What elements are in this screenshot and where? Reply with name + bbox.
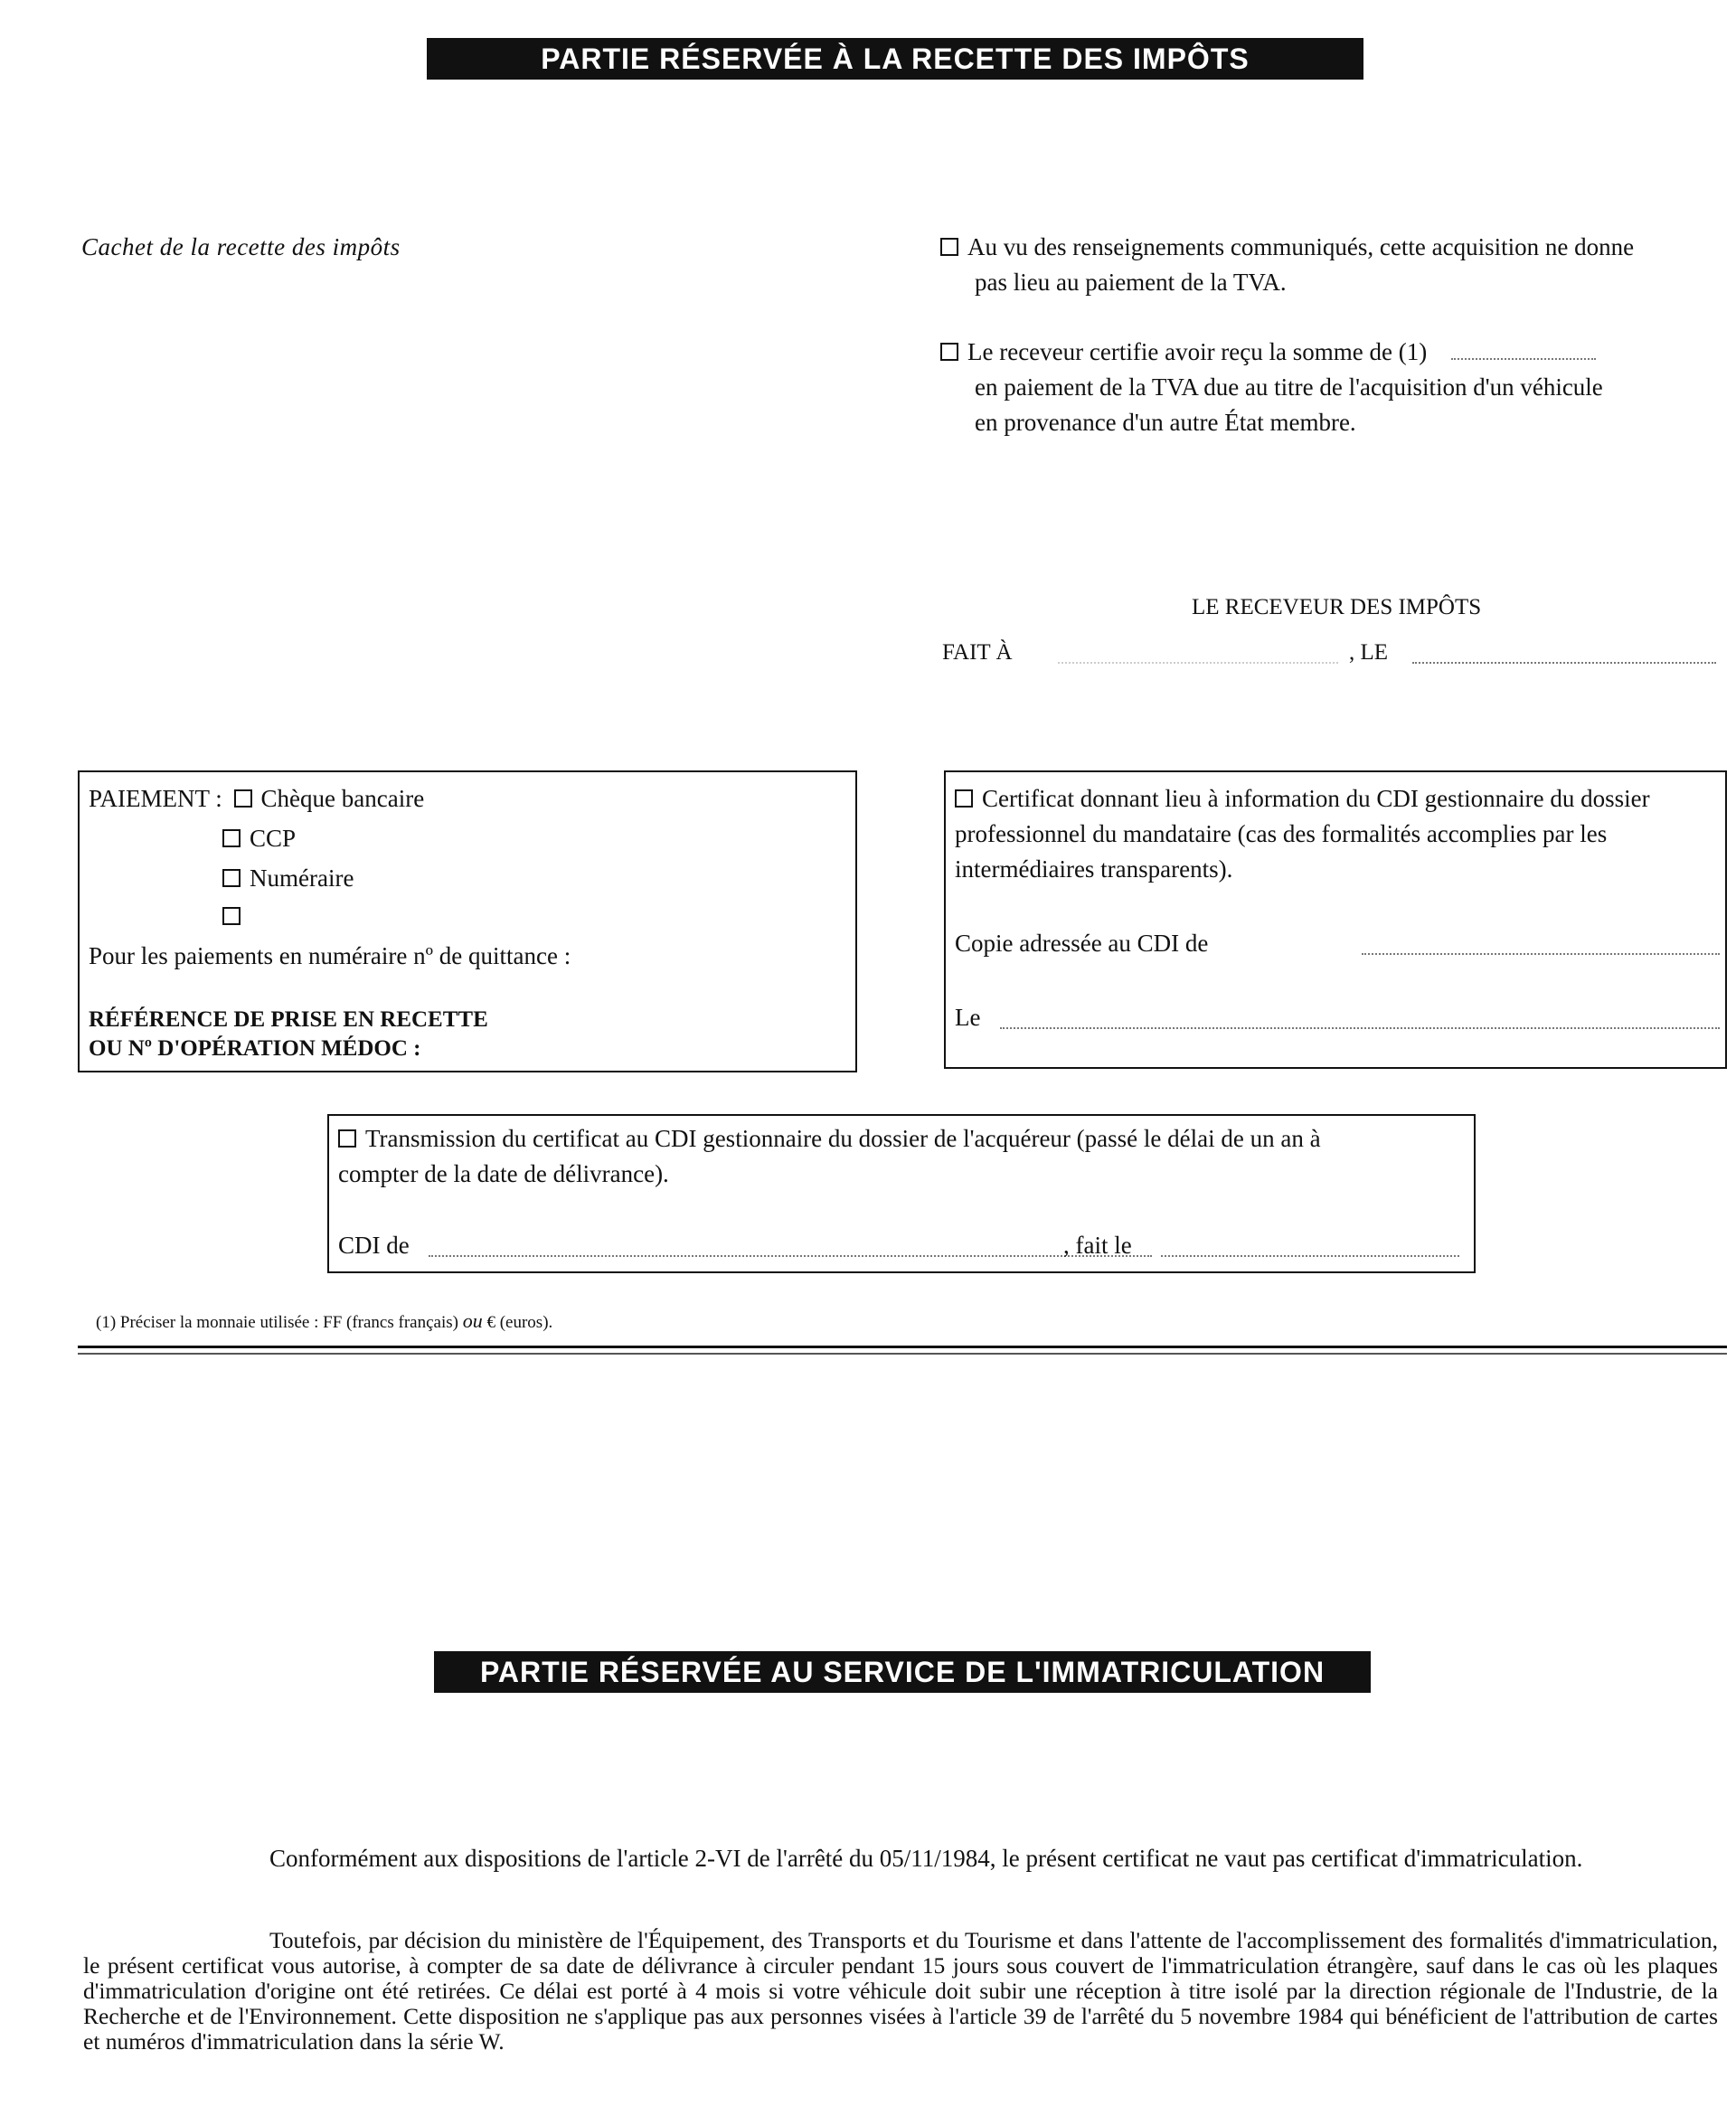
vat-received-line2: en paiement de la TVA due au titre de l'acquisition d'un véhicule bbox=[975, 373, 1603, 401]
fait-le-label: , fait le bbox=[1063, 1232, 1132, 1259]
transmission-line1: Transmission du certificat au CDI gestionnaire du dossier de l'acquéreur (passé le délai de un an à bbox=[365, 1125, 1321, 1152]
cheque-checkbox[interactable] bbox=[234, 789, 252, 808]
tax-office-banner: PARTIE RÉSERVÉE À LA RECETTE DES IMPÔTS bbox=[427, 38, 1363, 80]
le-label: , LE bbox=[1349, 640, 1389, 665]
transmission-line2: compter de la date de délivrance). bbox=[338, 1160, 669, 1187]
other-payment-checkbox[interactable] bbox=[222, 907, 241, 925]
certificate-le-label: Le bbox=[955, 1004, 981, 1031]
section-divider-top bbox=[78, 1346, 1727, 1348]
certificate-line3: intermédiaires transparents). bbox=[955, 855, 1233, 883]
vat-received-line3: en provenance d'un autre État membre. bbox=[975, 409, 1356, 436]
copie-cdi-field[interactable] bbox=[1362, 931, 1720, 955]
footnote-text: (1) Préciser la monnaie utilisée : FF (francs français) bbox=[96, 1313, 458, 1332]
registration-banner: PARTIE RÉSERVÉE AU SERVICE DE L'IMMATRICULATION bbox=[434, 1651, 1371, 1693]
certificate-line2: professionnel du mandataire (cas des formalités accomplies par les bbox=[955, 820, 1608, 847]
numeraire-checkbox[interactable] bbox=[222, 869, 241, 887]
cdi-de-label: CDI de bbox=[338, 1232, 410, 1259]
quittance-label: Pour les paiements en numéraire nº de quittance : bbox=[89, 942, 571, 969]
fait-a-label: FAIT À bbox=[942, 640, 1013, 665]
fait-a-field[interactable] bbox=[1058, 640, 1338, 664]
footnote bbox=[96, 1309, 552, 1335]
footnote-euro: € (euros). bbox=[486, 1313, 553, 1332]
payment-box bbox=[78, 770, 857, 1072]
registration-paragraph-2: Toutefois, par décision du ministère de l'Équipement, des Transports et du Tourisme et dans l'attente de l'accomplissement des formalités d'immatriculation, le présent certificat vous autorise, à compter de sa date de délivrance à circuler pendant 15 jours sous couvert de l'immatriculation étrangère, sauf dans le cas où les plaques d'immatriculation d'origine ont été retirées. Ce délai est porté à 4 mois si votre véhicule doit subir une réception à titre isolé par la direction régionale de l'Industrie, de la Recherche et de l'Environnement. Cette disposition ne s'applique pas aux personnes visées à l'article 39 de l'arrêté du 5 novembre 1984 qui bénéficient de l'attribution de cartes et numéros d'immatriculation dans la série W. bbox=[83, 1927, 1718, 2055]
transmission-checkbox[interactable] bbox=[338, 1129, 356, 1148]
reference-line1: RÉFÉRENCE DE PRISE EN RECETTE bbox=[89, 1007, 488, 1032]
footnote-ou: ou bbox=[462, 1309, 483, 1332]
reference-line2: OU Nº D'OPÉRATION MÉDOC : bbox=[89, 1036, 421, 1061]
ccp-checkbox[interactable] bbox=[222, 829, 241, 847]
numeraire-label: Numéraire bbox=[250, 864, 354, 892]
amount-field[interactable] bbox=[1451, 336, 1596, 360]
cheque-label: Chèque bancaire bbox=[260, 785, 425, 812]
cdi-de-field[interactable] bbox=[429, 1233, 1152, 1257]
vat-received-option bbox=[940, 335, 1718, 440]
receveur-title: LE RECEVEUR DES IMPÔTS bbox=[1192, 595, 1482, 619]
fait-le-field[interactable] bbox=[1161, 1233, 1459, 1257]
payment-label: PAIEMENT : bbox=[89, 785, 222, 812]
transmission-box bbox=[327, 1114, 1476, 1273]
no-vat-line1: Au vu des renseignements communiqués, cette acquisition ne donne bbox=[967, 233, 1635, 260]
no-vat-line2: pas lieu au paiement de la TVA. bbox=[975, 269, 1287, 296]
certificate-line1: Certificat donnant lieu à information du CDI gestionnaire du dossier bbox=[982, 785, 1650, 812]
certificate-checkbox[interactable] bbox=[955, 789, 973, 808]
copie-label: Copie adressée au CDI de bbox=[955, 930, 1209, 957]
certificate-date-field[interactable] bbox=[1000, 1006, 1720, 1029]
section-divider-bottom bbox=[78, 1353, 1727, 1355]
cachet-label: Cachet de la recette des impôts bbox=[81, 233, 401, 260]
ccp-label: CCP bbox=[250, 825, 297, 852]
vat-received-line1: Le receveur certifie avoir reçu la somme de (1) bbox=[967, 338, 1428, 365]
le-field[interactable] bbox=[1412, 640, 1716, 664]
no-vat-option bbox=[940, 230, 1718, 300]
registration-paragraph-1: Conformément aux dispositions de l'article 2-VI de l'arrêté du 05/11/1984, le présent certificat ne vaut pas certificat d'immatriculation. bbox=[269, 1845, 1583, 1872]
vat-received-checkbox[interactable] bbox=[940, 343, 958, 361]
no-vat-checkbox[interactable] bbox=[940, 238, 958, 256]
certificate-box bbox=[944, 770, 1727, 1069]
